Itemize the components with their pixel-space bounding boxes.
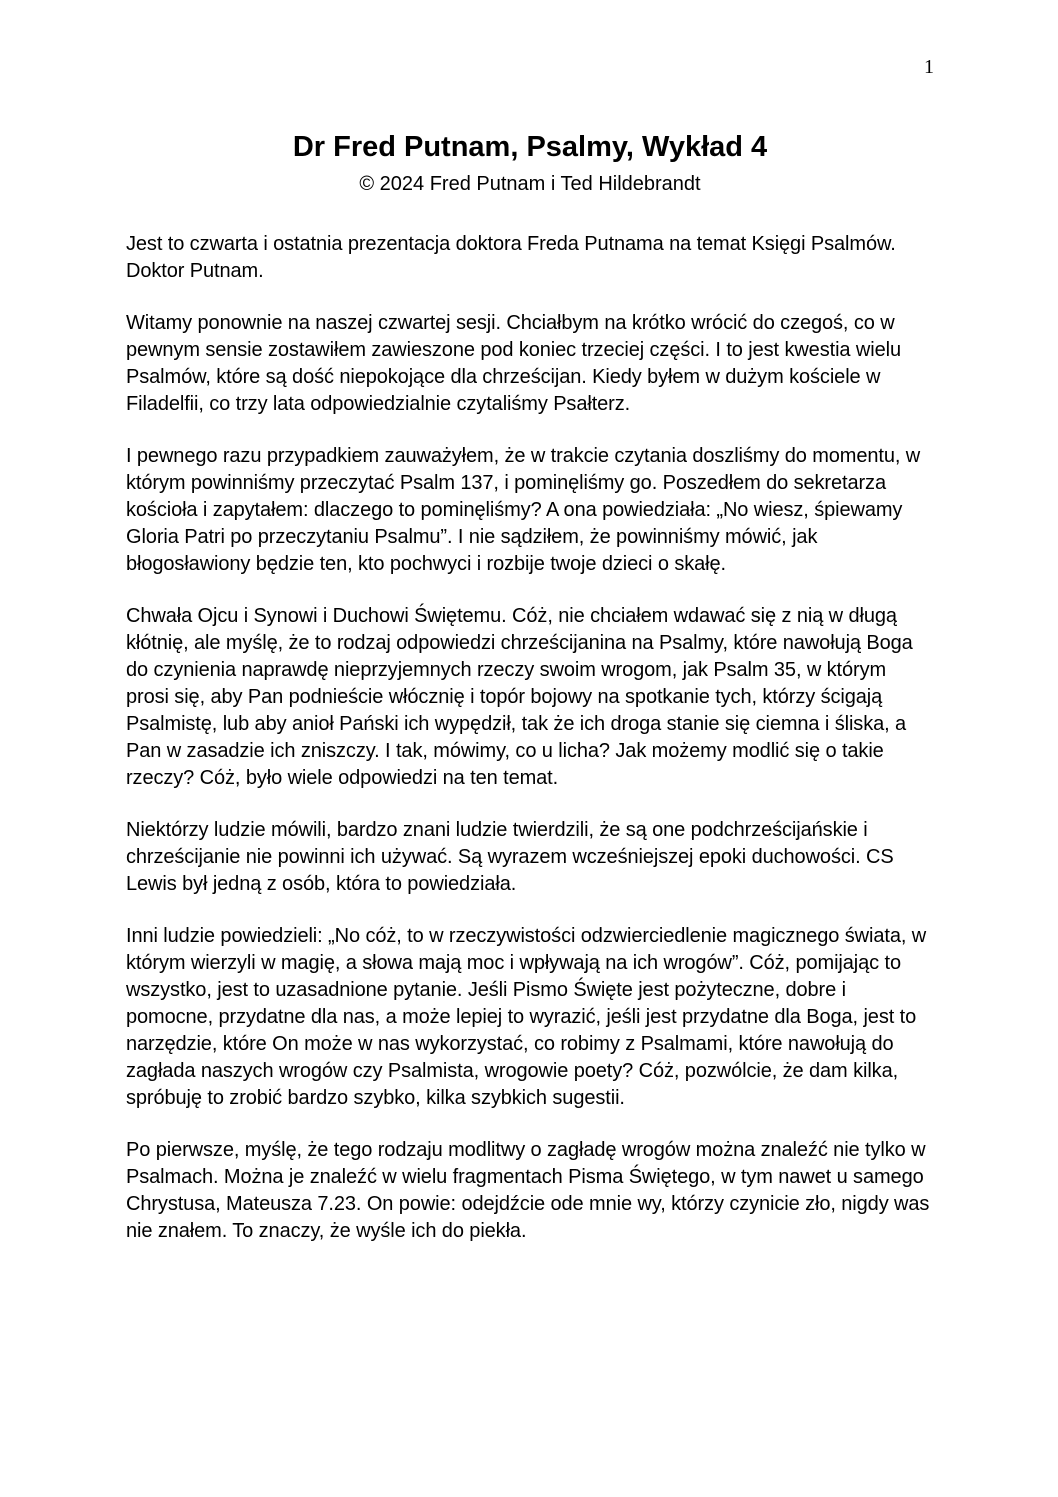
document-title: Dr Fred Putnam, Psalmy, Wykład 4 [292,131,768,163]
document-body [126,231,934,1245]
paragraph: I pewnego razu przypadkiem zauważyłem, że w trakcie czytania doszliśmy do momentu, w którym powinniśmy przeczytać Psalm 137, i pominęliśmy go. Poszedłem do sekretarza kościoła i zapytałem: dlaczego to pominęliśmy? A ona powiedziała: „No wiesz, śpiewamy Gloria Patri po przeczytaniu Psalmu”. I nie sądziłem, że powinniśmy mówić, jak błogosławiony będzie ten, kto pochwyci i rozbije twoje dzieci o skałę. [126,445,921,575]
paragraph: Witamy ponownie na naszej czwartej sesji. Chciałbym na krótko wrócić do czegoś, co w pewnym sensie zostawiłem zawieszone pod koniec trzeciej części. I to jest kwestia wielu Psalmów, które są dość niepokojące dla chrześcijan. Kiedy byłem w dużym kościele w Filadelfii, co trzy lata odpowiedzialnie czytaliśmy Psałterz. [126,312,901,415]
paragraph: Po pierwsze, myślę, że tego rodzaju modlitwy o zagładę wrogów można znaleźć nie tylko w Psalmach. Można je znaleźć w wielu fragmentach Pisma Świętego, w tym nawet u samego Chrystusa, Mateusza 7.23. On powie: odejdźcie ode mnie wy, którzy czynicie zło, nigdy was nie znałem. To znaczy, że wyśle ich do piekła. [126,1139,930,1242]
paragraph: Chwała Ojcu i Synowi i Duchowi Świętemu. Cóż, nie chciałem wdawać się z nią w długą kłótnię, ale myślę, że to rodzaj odpowiedzi chrześcijanina na Psalmy, które nawołują Boga do czynienia naprawdę nieprzyjemnych rzeczy swoim wrogom, jak Psalm 35, w którym prosi się, aby Pan podnieście włócznię i topór bojowy na spotkanie tych, którzy ścigają Psalmistę, lub aby anioł Pański ich wypędził, tak że ich droga stanie się ciemna i śliska, a Pan w zasadzie ich zniszczy. I tak, mówimy, co u licha? Jak możemy modlić się o takie rzeczy? Cóż, było wiele odpowiedzi na ten temat. [126,605,913,789]
paragraph: Inni ludzie powiedzieli: „No cóż, to w rzeczywistości odzwierciedlenie magicznego świata, w którym wierzyli w magię, a słowa mają moc i wpływają na ich wrogów”. Cóż, pomijając to wszystko, jest to uzasadnione pytanie. Jeśli Pismo Święte jest pożyteczne, dobre i pomocne, przydatne dla nas, a może lepiej to wyrazić, jeśli jest przydatne dla Boga, jest to narzędzie, które On może w nas wykorzystać, co robimy z Psalmami, które nawołują do zagłada naszych wrogów czy Psalmista, wrogowie poety? Cóż, pozwólcie, że dam kilka, spróbuję to zrobić bardzo szybko, kilka szybkich sugestii. [126,925,927,1109]
page-number: 1 [924,56,934,78]
paragraph: Jest to czwarta i ostatnia prezentacja doktora Freda Putnama na temat Księgi Psalmów. Doktor Putnam. [126,233,896,282]
copyright-line: © 2024 Fred Putnam i Ted Hildebrandt [359,173,701,195]
paragraph: Niektórzy ludzie mówili, bardzo znani ludzie twierdzili, że są one podchrześcijańskie i chrześcijanie nie powinni ich używać. Są wyrazem wcześniejszej epoki duchowości. CS Lewis był jedną z osób, która to powiedziała. [126,819,894,895]
